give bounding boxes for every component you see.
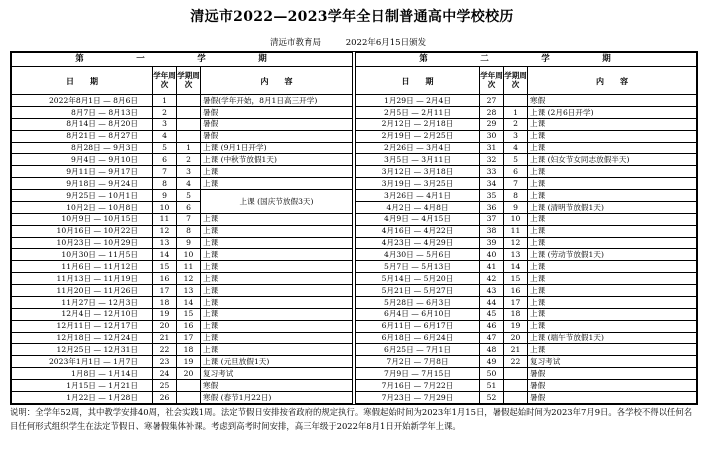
content-cell: 上课: [527, 142, 696, 154]
date-cell: 10月16日 — 10月22日: [12, 225, 153, 237]
date-cell: 5月21日 — 5月27日: [355, 285, 479, 297]
table-row: [355, 296, 696, 308]
content-cell: 上课: [527, 225, 696, 237]
content-header: 内 容: [201, 67, 353, 95]
issue-date: 2022年6月15日颁发: [345, 38, 427, 48]
date-cell: 10月9日 — 10月15日: [12, 213, 153, 225]
table-row: [355, 201, 696, 213]
date-cell: 9月11日 — 9月17日: [12, 166, 153, 178]
date-cell: 8月21日 — 8月27日: [12, 130, 153, 142]
content-cell: 上课 (清明节放假1天): [527, 201, 696, 213]
content-cell: 上课: [201, 213, 353, 225]
semester-week-cell: 8: [177, 225, 201, 237]
table-row: [355, 178, 696, 190]
year-week-cell: 39: [479, 237, 503, 249]
issue-line: [270, 36, 448, 48]
table-row: [12, 320, 353, 332]
semester-week-cell: 5: [503, 154, 527, 166]
date-cell: 8月14日 — 8月20日: [12, 118, 153, 130]
date-cell: 6月25日 — 7月1日: [355, 344, 479, 356]
year-week-cell: 23: [153, 356, 177, 368]
year-week-cell: 13: [153, 237, 177, 249]
date-cell: 1月8日 — 1月14日: [12, 368, 153, 380]
table-row: [355, 130, 696, 142]
date-cell: 1月22日 — 1月28日: [12, 391, 153, 403]
content-cell: 寒假: [527, 95, 696, 107]
table-row: [355, 344, 696, 356]
content-cell: 上课 (端午节放假1天): [527, 332, 696, 344]
semester-week-cell: 13: [503, 249, 527, 261]
date-cell: 6月11日 — 6月17日: [355, 320, 479, 332]
content-cell: 暑假: [527, 391, 696, 403]
table-row: [12, 142, 353, 154]
semester-2-heading: 第 二 学 期: [355, 53, 696, 67]
year-week-cell: 7: [153, 166, 177, 178]
semester-week-cell: 9: [503, 201, 527, 213]
table-row: [12, 261, 353, 273]
table-row: [12, 380, 353, 392]
date-cell: 7月2日 — 7月8日: [355, 356, 479, 368]
content-cell: 上课: [527, 261, 696, 273]
year-week-cell: 15: [153, 261, 177, 273]
year-week-cell: 38: [479, 225, 503, 237]
content-cell: 上课: [201, 308, 353, 320]
year-week-cell: 21: [153, 332, 177, 344]
year-week-cell: 33: [479, 166, 503, 178]
year-week-header: 学年周次: [153, 67, 177, 95]
semester-week-header: 学期周次: [503, 67, 527, 95]
content-cell: 上课: [201, 320, 353, 332]
date-cell: 5月7日 — 5月13日: [355, 261, 479, 273]
table-row: [12, 344, 353, 356]
semester-week-cell: 6: [503, 166, 527, 178]
date-cell: 4月9日 — 4月15日: [355, 213, 479, 225]
table-row: [355, 118, 696, 130]
content-cell: 上课: [527, 344, 696, 356]
date-cell: 8月28日 — 9月3日: [12, 142, 153, 154]
table-row: [355, 380, 696, 392]
table-row: [12, 249, 353, 261]
semester-week-header: 学期周次: [177, 67, 201, 95]
semester-week-cell: 2: [177, 154, 201, 166]
table-row: [12, 237, 353, 249]
year-week-cell: 49: [479, 356, 503, 368]
date-cell: 7月9日 — 7月15日: [355, 368, 479, 380]
year-week-cell: 34: [479, 178, 503, 190]
merged-content-cell: 上课 (国庆节放假3天): [201, 190, 353, 214]
semester-week-cell: 8: [503, 190, 527, 202]
table-row: [355, 308, 696, 320]
semester-week-cell: 10: [177, 249, 201, 261]
table-row: [12, 213, 353, 225]
table-row: [355, 356, 696, 368]
year-week-cell: 37: [479, 213, 503, 225]
year-week-cell: 3: [153, 118, 177, 130]
semester-week-cell: [177, 106, 201, 118]
content-cell: 上课 (2月6日开学): [527, 106, 696, 118]
content-cell: 复习考试: [527, 356, 696, 368]
year-week-cell: 46: [479, 320, 503, 332]
semester-week-cell: 16: [177, 320, 201, 332]
year-week-cell: 27: [479, 95, 503, 107]
content-header: 内 容: [527, 67, 696, 95]
table-row: [355, 106, 696, 118]
semester-week-cell: 15: [503, 273, 527, 285]
table-row: [355, 154, 696, 166]
year-week-cell: 25: [153, 380, 177, 392]
semester-week-cell: 14: [503, 261, 527, 273]
date-cell: 11月27日 — 12月3日: [12, 296, 153, 308]
semester-week-cell: 17: [177, 332, 201, 344]
semester-week-cell: 4: [503, 142, 527, 154]
year-week-cell: 20: [153, 320, 177, 332]
semester-week-cell: 10: [503, 213, 527, 225]
semester-week-cell: 11: [503, 225, 527, 237]
content-cell: 暑假: [201, 130, 353, 142]
date-cell: 3月26日 — 4月1日: [355, 190, 479, 202]
semester-1-table: [11, 52, 353, 404]
semester-week-cell: 12: [503, 237, 527, 249]
table-row: [12, 332, 353, 344]
date-cell: 7月16日 — 7月22日: [355, 380, 479, 392]
semester-week-cell: 16: [503, 285, 527, 297]
date-cell: 3月12日 — 3月18日: [355, 166, 479, 178]
table-row: [12, 95, 353, 107]
table-row: [12, 130, 353, 142]
semester-week-cell: 21: [503, 344, 527, 356]
year-week-cell: 1: [153, 95, 177, 107]
content-cell: 复习考试: [201, 368, 353, 380]
date-cell: 2月5日 — 2月11日: [355, 106, 479, 118]
semester-week-cell: [503, 391, 527, 403]
semester-2-rows: [355, 95, 696, 404]
semester-week-cell: 14: [177, 296, 201, 308]
semester-2-table: [355, 52, 697, 404]
date-cell: 9月4日 — 9月10日: [12, 154, 153, 166]
content-cell: 上课: [201, 249, 353, 261]
semester-week-cell: 19: [177, 356, 201, 368]
year-week-cell: 9: [153, 190, 177, 202]
content-cell: 上课: [527, 320, 696, 332]
table-row: [355, 320, 696, 332]
content-cell: 上课 (劳动节放假1天): [527, 249, 696, 261]
content-cell: 上课 (9月1日开学): [201, 142, 353, 154]
year-week-cell: 30: [479, 130, 503, 142]
year-week-cell: 24: [153, 368, 177, 380]
year-week-cell: 5: [153, 142, 177, 154]
table-row: [355, 249, 696, 261]
date-cell: 5月14日 — 5月20日: [355, 273, 479, 285]
content-cell: 上课: [527, 237, 696, 249]
semester-week-cell: 3: [177, 166, 201, 178]
date-cell: 12月18日 — 12月24日: [12, 332, 153, 344]
semester-week-cell: [177, 391, 201, 403]
content-cell: 上课: [527, 308, 696, 320]
content-cell: 上课: [527, 166, 696, 178]
year-week-cell: 32: [479, 154, 503, 166]
table-row: [355, 273, 696, 285]
table-row: [12, 166, 353, 178]
semester-week-cell: [503, 368, 527, 380]
year-week-cell: 35: [479, 190, 503, 202]
date-cell: 11月13日 — 11月19日: [12, 273, 153, 285]
semester-week-cell: 4: [177, 178, 201, 190]
date-cell: 9月18日 — 9月24日: [12, 178, 153, 190]
semester-week-cell: 18: [503, 308, 527, 320]
content-cell: 上课: [201, 285, 353, 297]
year-week-cell: 52: [479, 391, 503, 403]
date-cell: 10月2日 — 10月8日: [12, 201, 153, 213]
semester-week-cell: 1: [177, 142, 201, 154]
semester-week-cell: 12: [177, 273, 201, 285]
date-cell: 8月7日 — 8月13日: [12, 106, 153, 118]
semester-week-cell: 9: [177, 237, 201, 249]
content-cell: 上课: [201, 178, 353, 190]
year-week-cell: 12: [153, 225, 177, 237]
date-cell: 10月30日 — 11月5日: [12, 249, 153, 261]
table-row: [355, 166, 696, 178]
year-week-cell: 42: [479, 273, 503, 285]
year-week-cell: 17: [153, 285, 177, 297]
content-cell: 上课 (中秋节放假1天): [201, 154, 353, 166]
content-cell: 上课: [201, 225, 353, 237]
semester-week-cell: 20: [177, 368, 201, 380]
table-row: [12, 368, 353, 380]
year-week-cell: 14: [153, 249, 177, 261]
semester-week-cell: [177, 380, 201, 392]
table-row: [355, 391, 696, 403]
page-title: 清远市2022—2023学年全日制普通高中学校校历: [190, 9, 514, 25]
year-week-cell: 31: [479, 142, 503, 154]
content-cell: 上课: [527, 213, 696, 225]
date-cell: 2月12日 — 2月18日: [355, 118, 479, 130]
content-cell: 上课: [201, 273, 353, 285]
content-cell: 上课: [201, 166, 353, 178]
year-week-header: 学年周次: [479, 67, 503, 95]
table-row: [355, 142, 696, 154]
date-cell: 5月28日 — 6月3日: [355, 296, 479, 308]
semester-week-cell: 18: [177, 344, 201, 356]
content-cell: 上课: [201, 296, 353, 308]
semester-week-cell: 11: [177, 261, 201, 273]
semester-week-cell: 20: [503, 332, 527, 344]
date-cell: 6月18日 — 6月24日: [355, 332, 479, 344]
content-cell: 暑假: [201, 106, 353, 118]
date-cell: 4月23日 — 4月29日: [355, 237, 479, 249]
content-cell: 上课: [201, 261, 353, 273]
year-week-cell: 47: [479, 332, 503, 344]
table-row: [355, 261, 696, 273]
year-week-cell: 28: [479, 106, 503, 118]
semester-week-cell: 13: [177, 285, 201, 297]
content-cell: 上课: [201, 332, 353, 344]
semester-week-cell: 3: [503, 130, 527, 142]
content-cell: 上课: [527, 285, 696, 297]
semester-week-cell: 5: [177, 190, 201, 202]
semester-week-cell: 17: [503, 296, 527, 308]
content-cell: 寒假: [201, 380, 353, 392]
table-row: [12, 225, 353, 237]
date-cell: 4月2日 — 4月8日: [355, 201, 479, 213]
table-row: [12, 308, 353, 320]
semester-week-cell: 15: [177, 308, 201, 320]
semester-week-cell: [177, 95, 201, 107]
year-week-cell: 29: [479, 118, 503, 130]
date-cell: 1月15日 — 1月21日: [12, 380, 153, 392]
date-cell: 11月20日 — 11月26日: [12, 285, 153, 297]
semester-1-heading: 第 一 学 期: [12, 53, 353, 67]
table-row: [355, 225, 696, 237]
date-cell: 7月23日 — 7月29日: [355, 391, 479, 403]
content-cell: 上课: [527, 273, 696, 285]
table-row: [12, 296, 353, 308]
semester-week-cell: 7: [177, 213, 201, 225]
date-cell: 12月4日 — 12月10日: [12, 308, 153, 320]
year-week-cell: 40: [479, 249, 503, 261]
semester-week-cell: [503, 95, 527, 107]
year-week-cell: 22: [153, 344, 177, 356]
year-week-cell: 4: [153, 130, 177, 142]
table-row: [12, 356, 353, 368]
table-row: [12, 285, 353, 297]
content-cell: 暑假: [527, 380, 696, 392]
date-cell: 12月25日 — 12月31日: [12, 344, 153, 356]
content-cell: 上课: [527, 178, 696, 190]
date-cell: 4月30日 — 5月6日: [355, 249, 479, 261]
semester-week-cell: [177, 130, 201, 142]
semester-week-cell: 6: [177, 201, 201, 213]
semester-week-cell: 22: [503, 356, 527, 368]
year-week-cell: 6: [153, 154, 177, 166]
year-week-cell: 45: [479, 308, 503, 320]
year-week-cell: 36: [479, 201, 503, 213]
date-cell: 2022年8月1日 — 8月6日: [12, 95, 153, 107]
year-week-cell: 26: [153, 391, 177, 403]
year-week-cell: 43: [479, 285, 503, 297]
year-week-cell: 2: [153, 106, 177, 118]
semester-week-cell: [177, 118, 201, 130]
date-cell: 3月5日 — 3月11日: [355, 154, 479, 166]
table-row: [12, 106, 353, 118]
table-row: [355, 368, 696, 380]
date-cell: 11月6日 — 11月12日: [12, 261, 153, 273]
content-cell: 寒假 (春节1月22日): [201, 391, 353, 403]
year-week-cell: 48: [479, 344, 503, 356]
semester-week-cell: 19: [503, 320, 527, 332]
semester-1-rows: [12, 95, 353, 404]
table-row: [12, 118, 353, 130]
year-week-cell: 19: [153, 308, 177, 320]
year-week-cell: 8: [153, 178, 177, 190]
content-cell: 上课: [527, 296, 696, 308]
date-header: 日 期: [12, 67, 153, 95]
table-row: [355, 237, 696, 249]
table-row: [12, 154, 353, 166]
date-header: 日 期: [355, 67, 479, 95]
year-week-cell: 16: [153, 273, 177, 285]
table-row: [355, 95, 696, 107]
table-row: [355, 190, 696, 202]
calendar-frame: [10, 51, 698, 405]
table-row: [12, 190, 353, 202]
date-cell: 10月23日 — 10月29日: [12, 237, 153, 249]
table-row: [355, 213, 696, 225]
semester-week-cell: 1: [503, 106, 527, 118]
year-week-cell: 41: [479, 261, 503, 273]
table-row: [12, 391, 353, 403]
date-cell: 4月16日 — 4月22日: [355, 225, 479, 237]
year-week-cell: 44: [479, 296, 503, 308]
year-week-cell: 10: [153, 201, 177, 213]
semester-week-cell: [503, 380, 527, 392]
content-cell: 上课: [201, 344, 353, 356]
semester-week-cell: 2: [503, 118, 527, 130]
table-row: [355, 285, 696, 297]
date-cell: 2月26日 — 3月4日: [355, 142, 479, 154]
content-cell: 上课 (元旦放假1天): [201, 356, 353, 368]
table-row: [12, 273, 353, 285]
date-cell: 6月4日 — 6月10日: [355, 308, 479, 320]
content-cell: 上课: [527, 118, 696, 130]
content-cell: 上课 (妇女节女同志放假半天): [527, 154, 696, 166]
content-cell: 上课: [201, 237, 353, 249]
year-week-cell: 18: [153, 296, 177, 308]
year-week-cell: 50: [479, 368, 503, 380]
semester-week-cell: 7: [503, 178, 527, 190]
content-cell: 暑假: [201, 118, 353, 130]
content-cell: 上课: [527, 190, 696, 202]
year-week-cell: 11: [153, 213, 177, 225]
issuer: 清远市教育局: [270, 38, 322, 48]
table-row: [12, 178, 353, 190]
date-cell: 2023年1月1日 — 1月7日: [12, 356, 153, 368]
footnote: 说明：全学年52周，其中教学安排40周，社会实践1周。法定节假日安排按省政府的规定执行。寒假起始时间为2023年1月15日，暑假起始时间为2023年7月9日。各学校不得以任何名目任何形式组织学生在法定节假日、寒暑假集体补课。考虑到高考时间安排，高三年级于2022年8月1日开始新学年上课。: [10, 407, 693, 431]
date-cell: 3月19日 — 3月25日: [355, 178, 479, 190]
year-week-cell: 51: [479, 380, 503, 392]
content-cell: 暑假(学年开始，8月1日高三开学): [201, 95, 353, 107]
date-cell: 2月19日 — 2月25日: [355, 130, 479, 142]
date-cell: 1月29日 — 2月4日: [355, 95, 479, 107]
table-row: [355, 332, 696, 344]
content-cell: 暑假: [527, 368, 696, 380]
date-cell: 9月25日 — 10月1日: [12, 190, 153, 202]
date-cell: 12月11日 — 12月17日: [12, 320, 153, 332]
content-cell: 上课: [527, 130, 696, 142]
